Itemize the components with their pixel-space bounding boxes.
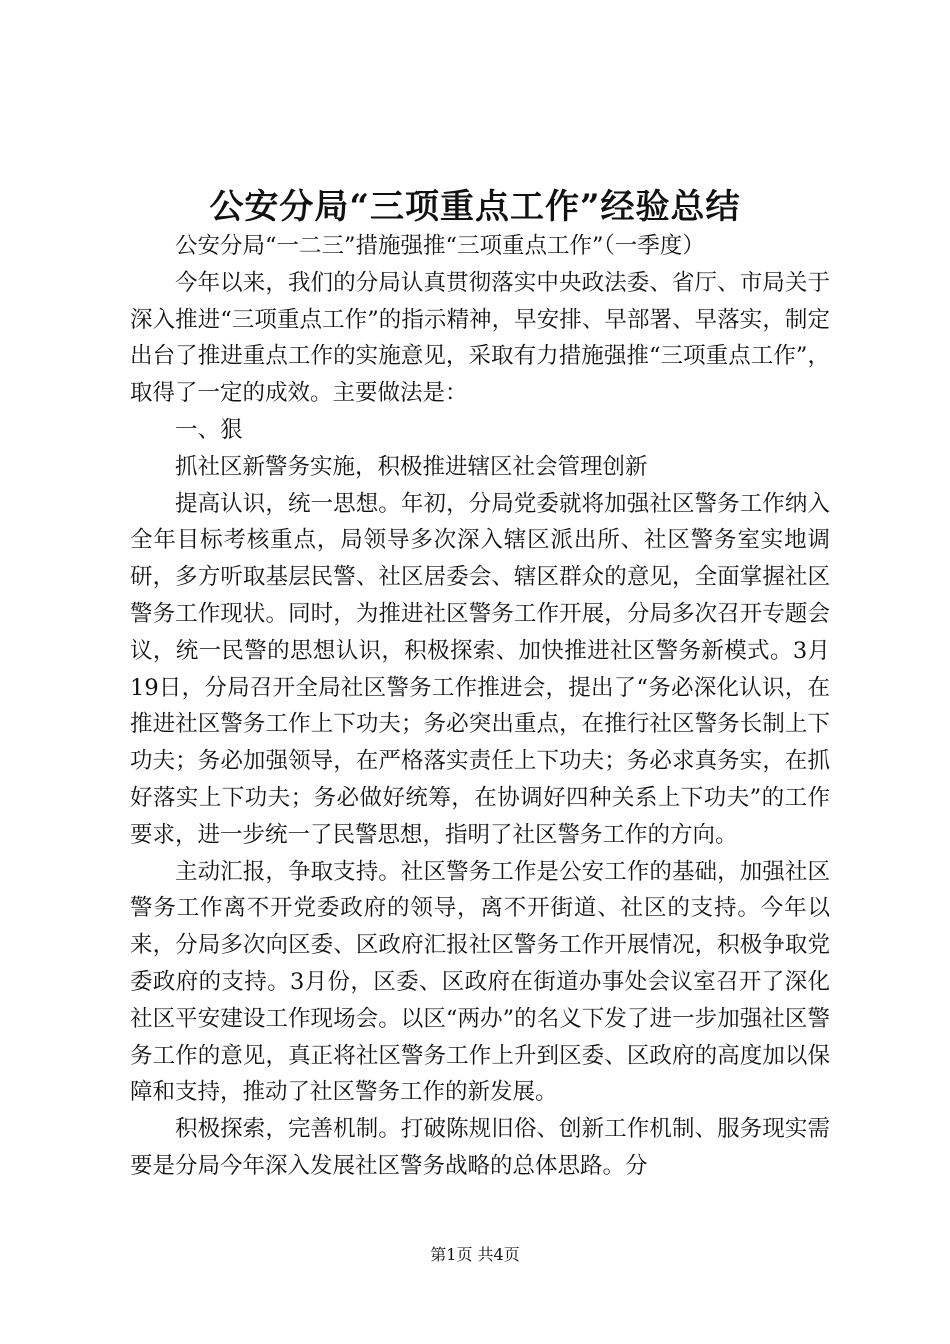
section-heading-continued: 抓社区新警务实施，积极推进辖区社会管理创新 <box>175 453 648 480</box>
section-heading: 一、狠 <box>175 416 243 443</box>
document-body <box>130 228 830 1185</box>
paragraph-intro: 今年以来，我们的分局认真贯彻落实中央政法委、省厅、市局关于深入推进“三项重点工作”的指示精神，早安排、早部署、早落实，制定出台了推进重点工作的实施意见，采取有力措施强推“三项重点工作”，取得了一定的成效。主要做法是： <box>130 269 830 407</box>
paragraph-seek-support: 主动汇报，争取支持。社区警务工作是公安工作的基础，加强社区警务工作离不开党委政府的领导，离不开街道、社区的支持。今年以来，分局多次向区委、区政府汇报社区警务工作开展情况，积极争取党委政府的支持。3月份，区委、区政府在街道办事处会议室召开了深化社区平安建设工作现场会。以区“两办”的名义下发了进一步加强社区警务工作的意见，真正将社区警务工作上升到区委、区政府的高度加以保障和支持，推动了社区警务工作的新发展。 <box>130 858 830 1106</box>
paragraph-improve-mechanism: 积极探索，完善机制。打破陈规旧俗、创新工作机制、服务现实需要是分局今年深入发展社区警务战略的总体思路。分 <box>130 1116 830 1179</box>
page-title: 公安分局“三项重点工作”经验总结 <box>209 187 741 227</box>
paragraph-raise-awareness: 提高认识，统一思想。年初，分局党委就将加强社区警务工作纳入全年目标考核重点，局领导多次深入辖区派出所、社区警务室实地调研，多方听取基层民警、社区居委会、辖区群众的意见，全面掌握社区警务工作现状。同时，为推进社区警务工作开展，分局多次召开专题会议，统一民警的思想认识，积极探索、加快推进社区警务新模式。3月19日，分局召开全局社区警务工作推进会，提出了“务必深化认识，在推进社区警务工作上下功夫；务必突出重点，在推行社区警务长制上下功夫；务必加强领导，在严格落实责任上下功夫；务必求真务实，在抓好落实上下功夫；务必做好统筹，在协调好四种关系上下功夫”的工作要求，进一步统一了民警思想，指明了社区警务工作的方向。 <box>130 490 830 848</box>
page-number: 第1页 共4页 <box>430 1245 520 1264</box>
document-subtitle: 公安分局“一二三”措施强推“三项重点工作”（一季度） <box>175 233 705 259</box>
